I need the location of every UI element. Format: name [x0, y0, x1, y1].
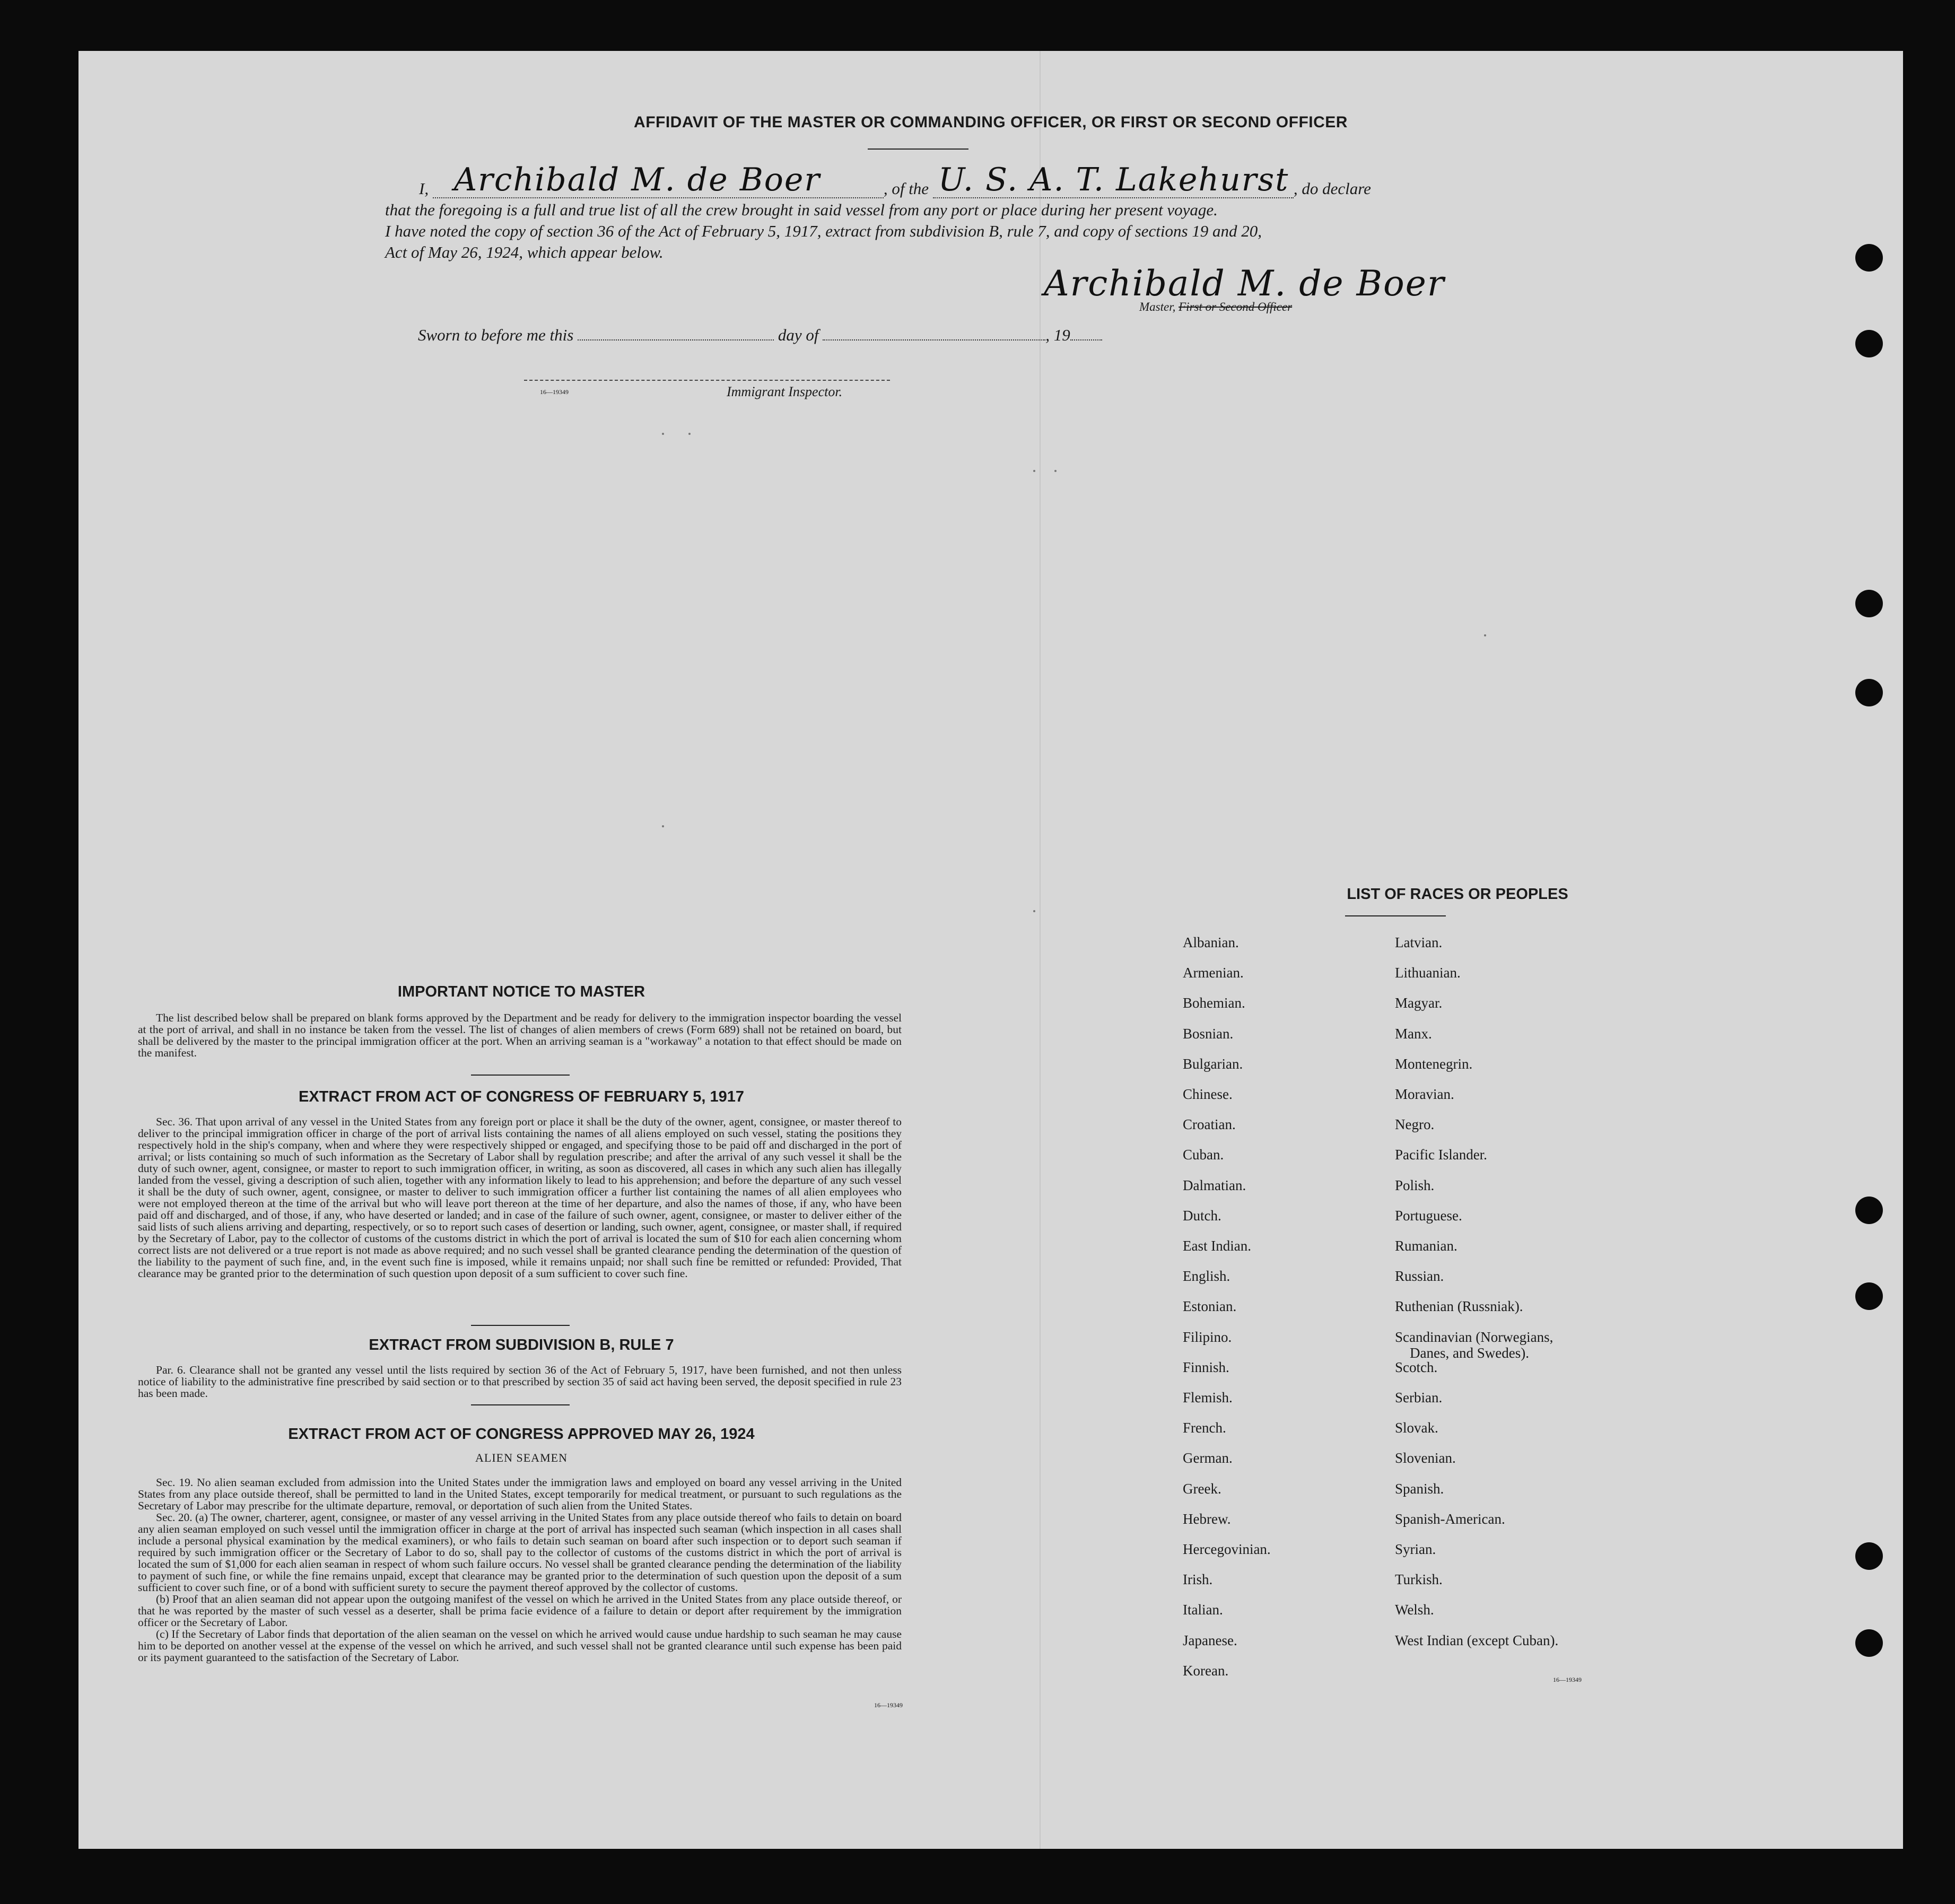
document-sheet [78, 51, 1903, 1849]
extract-1917-divider [471, 1325, 570, 1326]
notice-paragraph: The list described below shall be prepared on blank forms approved by the Department and be ready for delivery to the immigration inspector boarding the vessel at the port of arrival, and shall in no instance be taken from the vessel. The list of changes of alien members of crews (Form 689) shall not be retained on board, but shall be delivered by the master to the principal immigration officer at the port. When an arriving seaman is a "workaway" a notation to that effect should be made on the manifest. [138, 1011, 902, 1059]
punch-hole [1855, 590, 1883, 617]
race-item: Bohemian. [1183, 995, 1245, 1011]
extract-rule7-divider [471, 1404, 570, 1405]
race-item: Manx. [1395, 1025, 1432, 1042]
center-fold [1040, 51, 1041, 1849]
race-item: Portuguese. [1395, 1207, 1462, 1224]
race-item: Croatian. [1183, 1116, 1236, 1133]
punch-hole [1855, 244, 1883, 272]
race-item: Negro. [1395, 1116, 1435, 1133]
extract-rule7-title: EXTRACT FROM SUBDIVISION B, RULE 7 [369, 1337, 674, 1353]
race-item: Dalmatian. [1183, 1177, 1246, 1193]
affidavit-intro: I, [419, 179, 429, 198]
race-item: Spanish-American. [1395, 1510, 1505, 1527]
race-item: German. [1183, 1450, 1233, 1466]
extract-1924-form-number: 16—19349 [874, 1701, 903, 1709]
race-item: Russian. [1395, 1268, 1444, 1285]
race-item: Syrian. [1395, 1541, 1436, 1557]
affidavit-title: AFFIDAVIT OF THE MASTER OR COMMANDING OFFICER, OR FIRST OR SECOND OFFICER [634, 113, 1348, 131]
race-item: Armenian. [1183, 965, 1244, 981]
race-item: Moravian. [1395, 1086, 1454, 1102]
race-item: Bosnian. [1183, 1025, 1234, 1042]
races-title: LIST OF RACES OR PEOPLES [1347, 886, 1568, 903]
race-item: Spanish. [1395, 1480, 1444, 1497]
signature-role-master: Master, [1139, 300, 1176, 313]
scan-dot [1054, 470, 1057, 472]
signature-role-struck: First or Second Officer [1179, 300, 1293, 313]
title-divider [868, 149, 968, 150]
vessel-handwritten: U. S. A. T. Lakehurst [938, 161, 1289, 198]
extract-1924-sec20c: (c) If the Secretary of Labor finds that deportation of the alien seaman on the vessel on which he arrived would cause undue hardship to such seaman he may cause him to be deported on another vessel at the expense of the vessel on which he arrived, and such vessel shall not be granted clearance until such expense has been paid or its payment guaranteed to the satisfaction of the Secretary of Labor. [138, 1628, 902, 1664]
scan-dot [662, 433, 664, 435]
race-item: Greek. [1183, 1480, 1221, 1497]
race-item: Scotch. [1395, 1359, 1438, 1375]
scan-dot [662, 825, 664, 827]
extract-1917-text [138, 1116, 902, 1279]
race-item: Finnish. [1183, 1359, 1229, 1375]
race-item: Welsh. [1395, 1602, 1434, 1618]
signature-role [1139, 300, 1292, 314]
race-item: Bulgarian. [1183, 1055, 1243, 1072]
scan-dot [1484, 634, 1486, 636]
punch-hole [1855, 1629, 1883, 1657]
race-item: Pacific Islander. [1395, 1147, 1487, 1163]
scan-dot [688, 433, 691, 435]
extract-1917-title: EXTRACT FROM ACT OF CONGRESS OF FEBRUARY 5, 1917 [298, 1088, 745, 1105]
punch-hole [1855, 1282, 1883, 1310]
sworn-day-field [578, 339, 774, 340]
race-item: Lithuanian. [1395, 965, 1461, 981]
master-name-field [433, 161, 884, 198]
race-item: Hercegovinian. [1183, 1541, 1271, 1557]
sworn-month-field [823, 339, 1045, 340]
year-prefix-label: , 19 [1045, 326, 1070, 344]
race-item: East Indian. [1183, 1238, 1251, 1254]
affidavit-line-2: that the foregoing is a full and true list of all the crew brought in said vessel from any port or place during her present voyage. [385, 200, 1218, 219]
races-divider [1345, 915, 1446, 916]
race-item: Magyar. [1395, 995, 1443, 1011]
race-item: Filipino. [1183, 1329, 1232, 1345]
notice-text [138, 1012, 902, 1059]
race-item: French. [1183, 1420, 1226, 1436]
sworn-year-field [1070, 339, 1102, 340]
race-item: Latvian. [1395, 934, 1443, 950]
day-of-label: day of [778, 326, 819, 344]
race-item: Scandinavian (Norwegians, [1395, 1329, 1553, 1345]
race-item: Danes, and Swedes). [1410, 1344, 1529, 1361]
affidavit-form-number: 16—19349 [540, 388, 569, 396]
race-item: Chinese. [1183, 1086, 1233, 1102]
race-item: Estonian. [1183, 1298, 1237, 1315]
race-item: Albanian. [1183, 934, 1239, 950]
do-declare-label: , do declare [1293, 179, 1371, 198]
of-the-label: , of the [883, 179, 929, 198]
race-item: Montenegrin. [1395, 1055, 1473, 1072]
scan-dot [1033, 470, 1035, 472]
race-item: Turkish. [1395, 1571, 1443, 1588]
race-item: Cuban. [1183, 1147, 1224, 1163]
extract-1924-sec20a: Sec. 20. (a) The owner, charterer, agent, consignee, or master of any vessel arriving in the United States from any place outside thereof who fails to detain on board any alien seaman employed on such vessel until the immigration officer in charge at the port of arrival has inspected such seaman (which inspection in all cases shall include a personal physical examination by the medical examiners), or who fails to detain such seaman on board after such inspection or to deport such seaman if required by such immigration officer or the Secretary of Labor to do so, shall pay to the collector of customs of the customs district in which the port of arrival is located the sum of $1,000 for each alien seaman in respect of whom such failure occurs. No vessel shall be granted clearance pending the determination of the liability to payment of such fine, or while the fine remains unpaid, except that clearance may be granted prior to the determination of such question upon the deposit of a sum sufficient to cover such fine, or of a bond with sufficient surety to secure the payment thereof approved by the collector of customs. [138, 1511, 902, 1594]
race-item: Serbian. [1395, 1390, 1443, 1405]
scan-dot [1033, 910, 1035, 912]
race-item: Korean. [1183, 1662, 1229, 1679]
extract-1924-sec20b: (b) Proof that an alien seaman did not appear upon the outgoing manifest of the vessel on which he arrived in the United States from any place outside thereof, or that he was reported by the master of such vessel as a deserter, shall be prima facie evidence of a failure to detain or deport after requirement by the immigration officer or the Secretary of Labor. [138, 1593, 902, 1629]
extract-rule7-paragraph: Par. 6. Clearance shall not be granted any vessel until the lists required by section 36 of the Act of February 5, 1917, have been furnished, and not then unless notice of liability to the administrative fine prescribed by said section or to that prescribed by section 35 of said act having been served, the deposit specified in rule 23 has been made. [138, 1364, 902, 1400]
race-item: Dutch. [1183, 1207, 1221, 1224]
races-form-number: 16—19349 [1553, 1676, 1582, 1683]
extract-1924-title: EXTRACT FROM ACT OF CONGRESS APPROVED MAY 26, 1924 [288, 1426, 755, 1443]
inspector-label: Immigrant Inspector. [727, 384, 843, 399]
master-name-handwritten: Archibald M. de Boer [453, 161, 821, 198]
affidavit-line-3: I have noted the copy of section 36 of the Act of February 5, 1917, extract from subdivision B, rule 7, and copy of sections 19 and 20, [385, 222, 1262, 240]
extract-rule7-text [138, 1364, 902, 1399]
notice-divider [471, 1075, 570, 1076]
race-item: Rumanian. [1395, 1238, 1457, 1254]
punch-hole [1855, 330, 1883, 357]
race-item: Japanese. [1183, 1632, 1237, 1648]
punch-hole [1855, 1196, 1883, 1224]
master-signature: Archibald M. de Boer [1044, 263, 1445, 304]
extract-1924-text [138, 1477, 902, 1663]
sworn-line [418, 326, 1102, 345]
race-item: Hebrew. [1183, 1510, 1231, 1527]
race-item: Irish. [1183, 1571, 1213, 1588]
affidavit-line-1 [419, 161, 1480, 198]
notice-title: IMPORTANT NOTICE TO MASTER [397, 983, 645, 1000]
race-item: Slovak. [1395, 1420, 1438, 1436]
punch-hole [1855, 1542, 1883, 1570]
extract-1917-paragraph: Sec. 36. That upon arrival of any vessel in the United States from any foreign port or place it shall be the duty of the owner, agent, consignee, or master thereof to deliver to the principal immigration officer in charge of the port of arrival lists containing the names of all aliens employed on such vessel, stating the positions they respectively hold in the ship's company, when and where they were respectively shipped or engaged, and specifying those to be paid off and discharged in the port of arrival; or lists containing so much of such information as the Secretary of Labor shall by regulation prescribe; and after the arrival of any such vessel it shall be the duty of such owner, agent, consignee, or master to report to such immigration officer, in writing, as soon as discovered, all cases in which any such alien has illegally landed from the vessel, giving a description of such alien, together with any information likely to lead to his apprehension; and before the departure of any such vessel it shall be the duty of such owner, agent, consignee, or master to deliver to such immigration officer a further list containing the names of all alien employees who were not employed thereon at the time of the arrival but who will leave port thereon at the time of her departure, and also the names of those, if any, who have been paid off and discharged, and of those, if any, who have deserted or landed; and in case of the failure of such owner, agent, consignee, or master to deliver either of the said lists of such aliens arriving and departing, respectively, or so to report such cases of desertion or landing, such owner, agent, consignee, or master shall, if required by the Secretary of Labor, pay to the collector of customs of the customs district in which the port of arrival is located the sum of $10 for each alien concerning whom correct lists are not delivered or a true report is not made as above required; and no such vessel shall be granted clearance pending the determination of the question of the liability to the payment of such fine, and, in the event such fine is imposed, while it remains unpaid; nor shall such fine be remitted or refunded: Provided, That clearance may be granted prior to the determination of such question upon deposit of a sum sufficient to cover such fine. [138, 1115, 902, 1280]
inspector-signature-line [524, 380, 890, 381]
race-item: English. [1183, 1268, 1230, 1285]
affidavit-line-4: Act of May 26, 1924, which appear below. [385, 243, 664, 261]
race-item: Ruthenian (Russniak). [1395, 1298, 1523, 1315]
sworn-before-label: Sworn to before me this [418, 326, 574, 344]
race-item: Italian. [1183, 1602, 1223, 1618]
race-item: West Indian (except Cuban). [1395, 1632, 1559, 1648]
extract-1924-sec19: Sec. 19. No alien seaman excluded from admission into the United States under the immigration laws and employed on board any vessel arriving in the United States from any place outside thereof, shall be permitted to land in the United States, except temporarily for medical treatment, or pursuant to such regulations as the Secretary of Labor may prescribe for the ultimate departure, removal, or deportation of such alien from the United States. [138, 1476, 902, 1512]
vessel-name-field [933, 161, 1294, 198]
punch-hole [1855, 679, 1883, 706]
extract-1924-subtitle: ALIEN SEAMEN [475, 1451, 568, 1464]
race-item: Polish. [1395, 1177, 1435, 1193]
race-item: Flemish. [1183, 1390, 1233, 1405]
race-item: Slovenian. [1395, 1450, 1456, 1466]
